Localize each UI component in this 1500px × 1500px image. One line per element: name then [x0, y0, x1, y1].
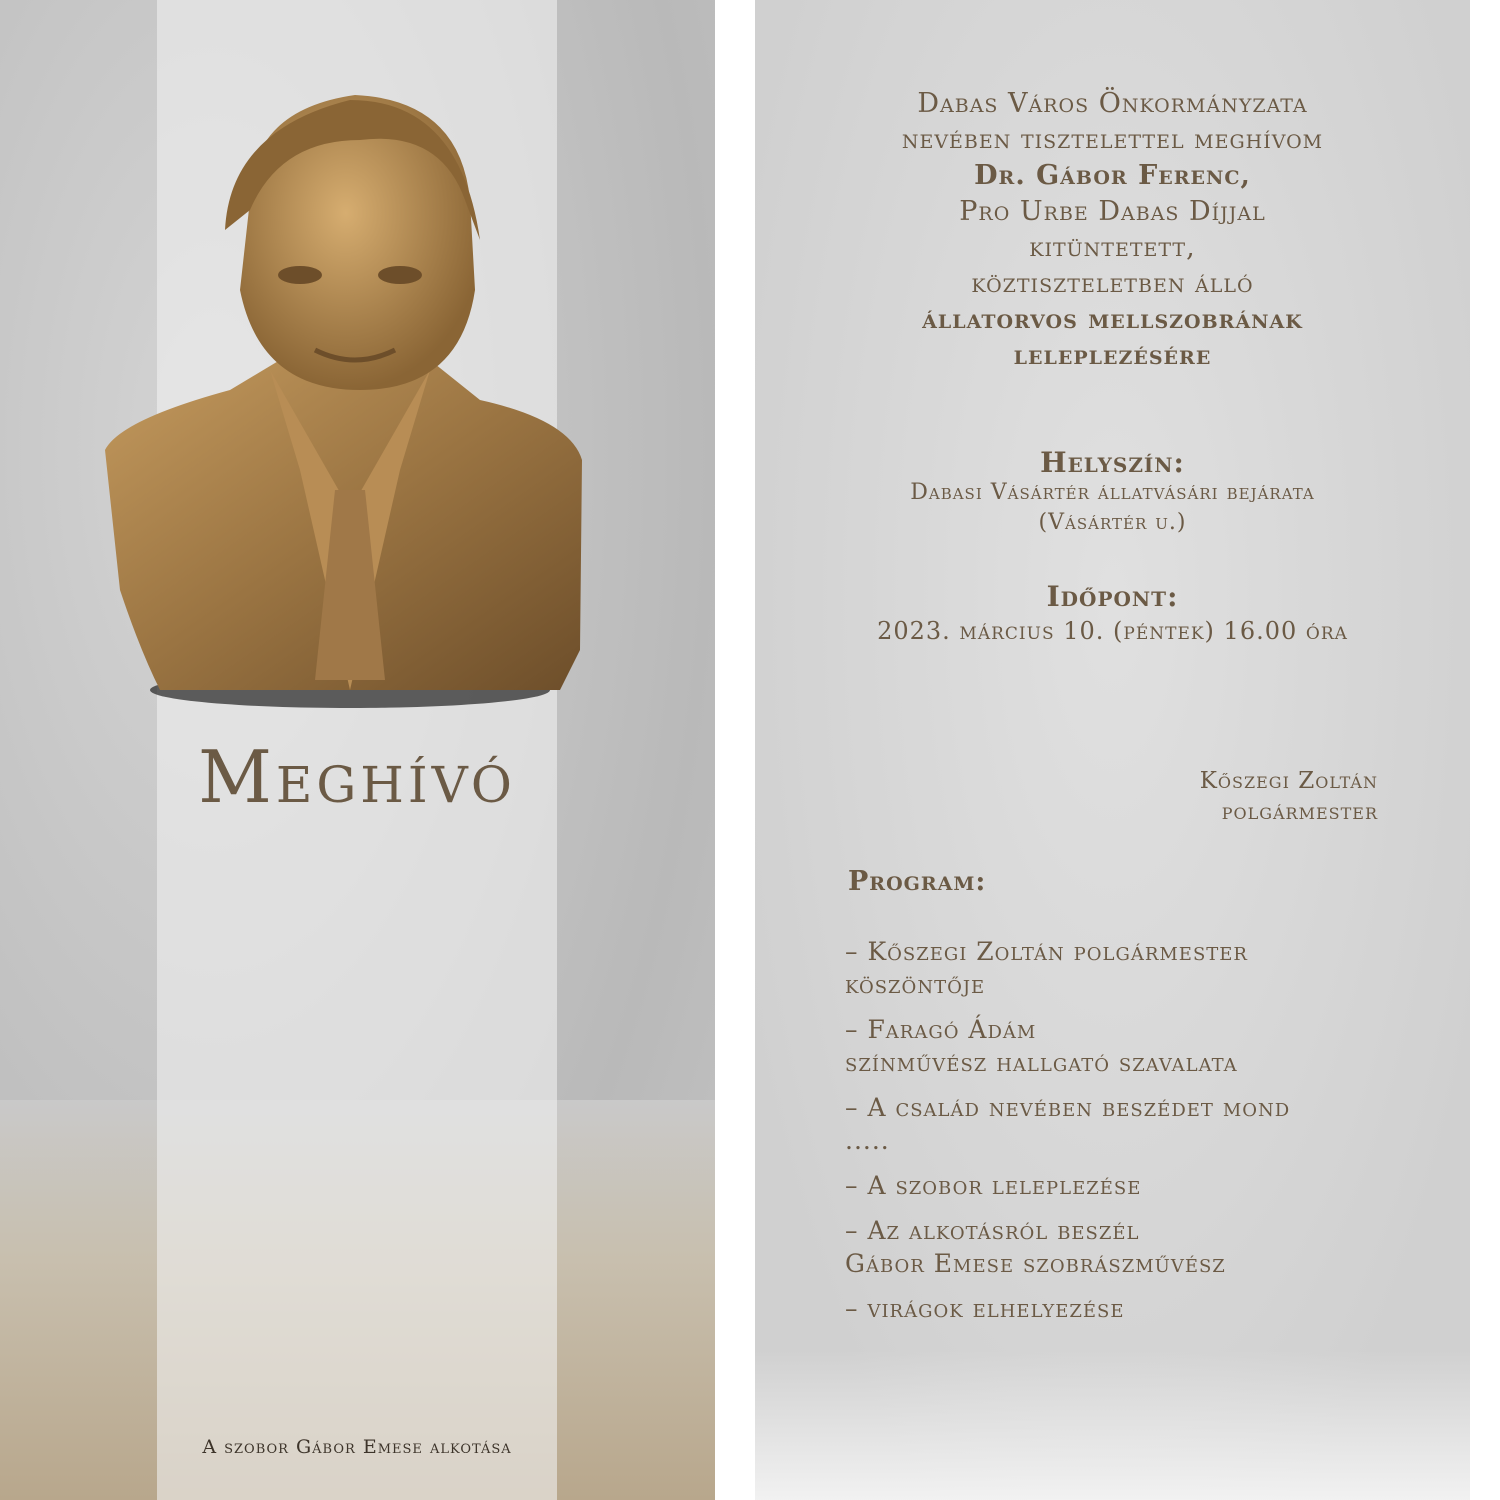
signer-role: polgármester — [1221, 799, 1378, 825]
program-list — [845, 935, 1290, 1337]
program-item-line: – A család nevében beszédet mond — [845, 1093, 1291, 1122]
program-item — [845, 935, 1290, 1001]
program-item-line: Gábor Emese szobrászművész — [845, 1249, 1226, 1278]
bottom-fade — [755, 1350, 1470, 1500]
invitation-title: Meghívó — [198, 735, 516, 819]
program-item-line: ..... — [845, 1126, 890, 1155]
invitation-front — [0, 0, 715, 1500]
signature — [1200, 766, 1378, 828]
time-label: Időpont: — [1046, 580, 1179, 613]
signer-name: Kőszegi Zoltán — [1199, 768, 1378, 794]
program-item — [845, 1169, 1290, 1202]
venue-street: (Vásártér u.) — [1038, 510, 1187, 535]
program-item — [845, 1214, 1290, 1280]
program-item-line: – virágok elhelyezése — [845, 1294, 1125, 1323]
program-item — [845, 1091, 1290, 1157]
time-value: 2023. március 10. (péntek) 16.00 óra — [877, 617, 1348, 645]
honoree-name: Dr. Gábor Ferenc, — [974, 160, 1251, 191]
program-item-line: – Az alkotásról beszél — [845, 1216, 1140, 1245]
program-item-line: köszöntője — [845, 970, 986, 999]
program-title: Program: — [848, 866, 987, 897]
time-section — [755, 580, 1470, 648]
intro-emphasis: állatorvos mellszobrának — [922, 304, 1303, 335]
invitation-intro — [755, 86, 1470, 374]
intro-line: nevében tisztelettel meghívom — [901, 124, 1324, 155]
intro-line: köztiszteletben álló — [971, 268, 1254, 299]
venue-section — [755, 448, 1470, 538]
program-item — [845, 1013, 1290, 1079]
intro-line: kitüntetett, — [1029, 232, 1196, 263]
program-item-line: – A szobor leleplezése — [845, 1171, 1142, 1200]
intro-line: Pro Urbe Dabas Díjjal — [959, 196, 1266, 227]
program-item — [845, 1292, 1290, 1325]
intro-line: Dabas Város Önkormányzata — [917, 88, 1308, 119]
venue-label: Helyszín: — [1040, 446, 1185, 479]
venue-address: Dabasi Vásártér állatvásári bejárata — [910, 480, 1315, 505]
program-item-line: – Kőszegi Zoltán polgármester — [845, 937, 1248, 966]
bronze-bust-image — [100, 90, 590, 720]
program-item-line: színművész hallgató szavalata — [845, 1048, 1238, 1077]
sculptor-credit: A szobor Gábor Emese alkotása — [202, 1436, 512, 1458]
program-item-line: – Faragó Ádám — [845, 1015, 1037, 1044]
intro-emphasis: leleplezésére — [1013, 340, 1212, 371]
